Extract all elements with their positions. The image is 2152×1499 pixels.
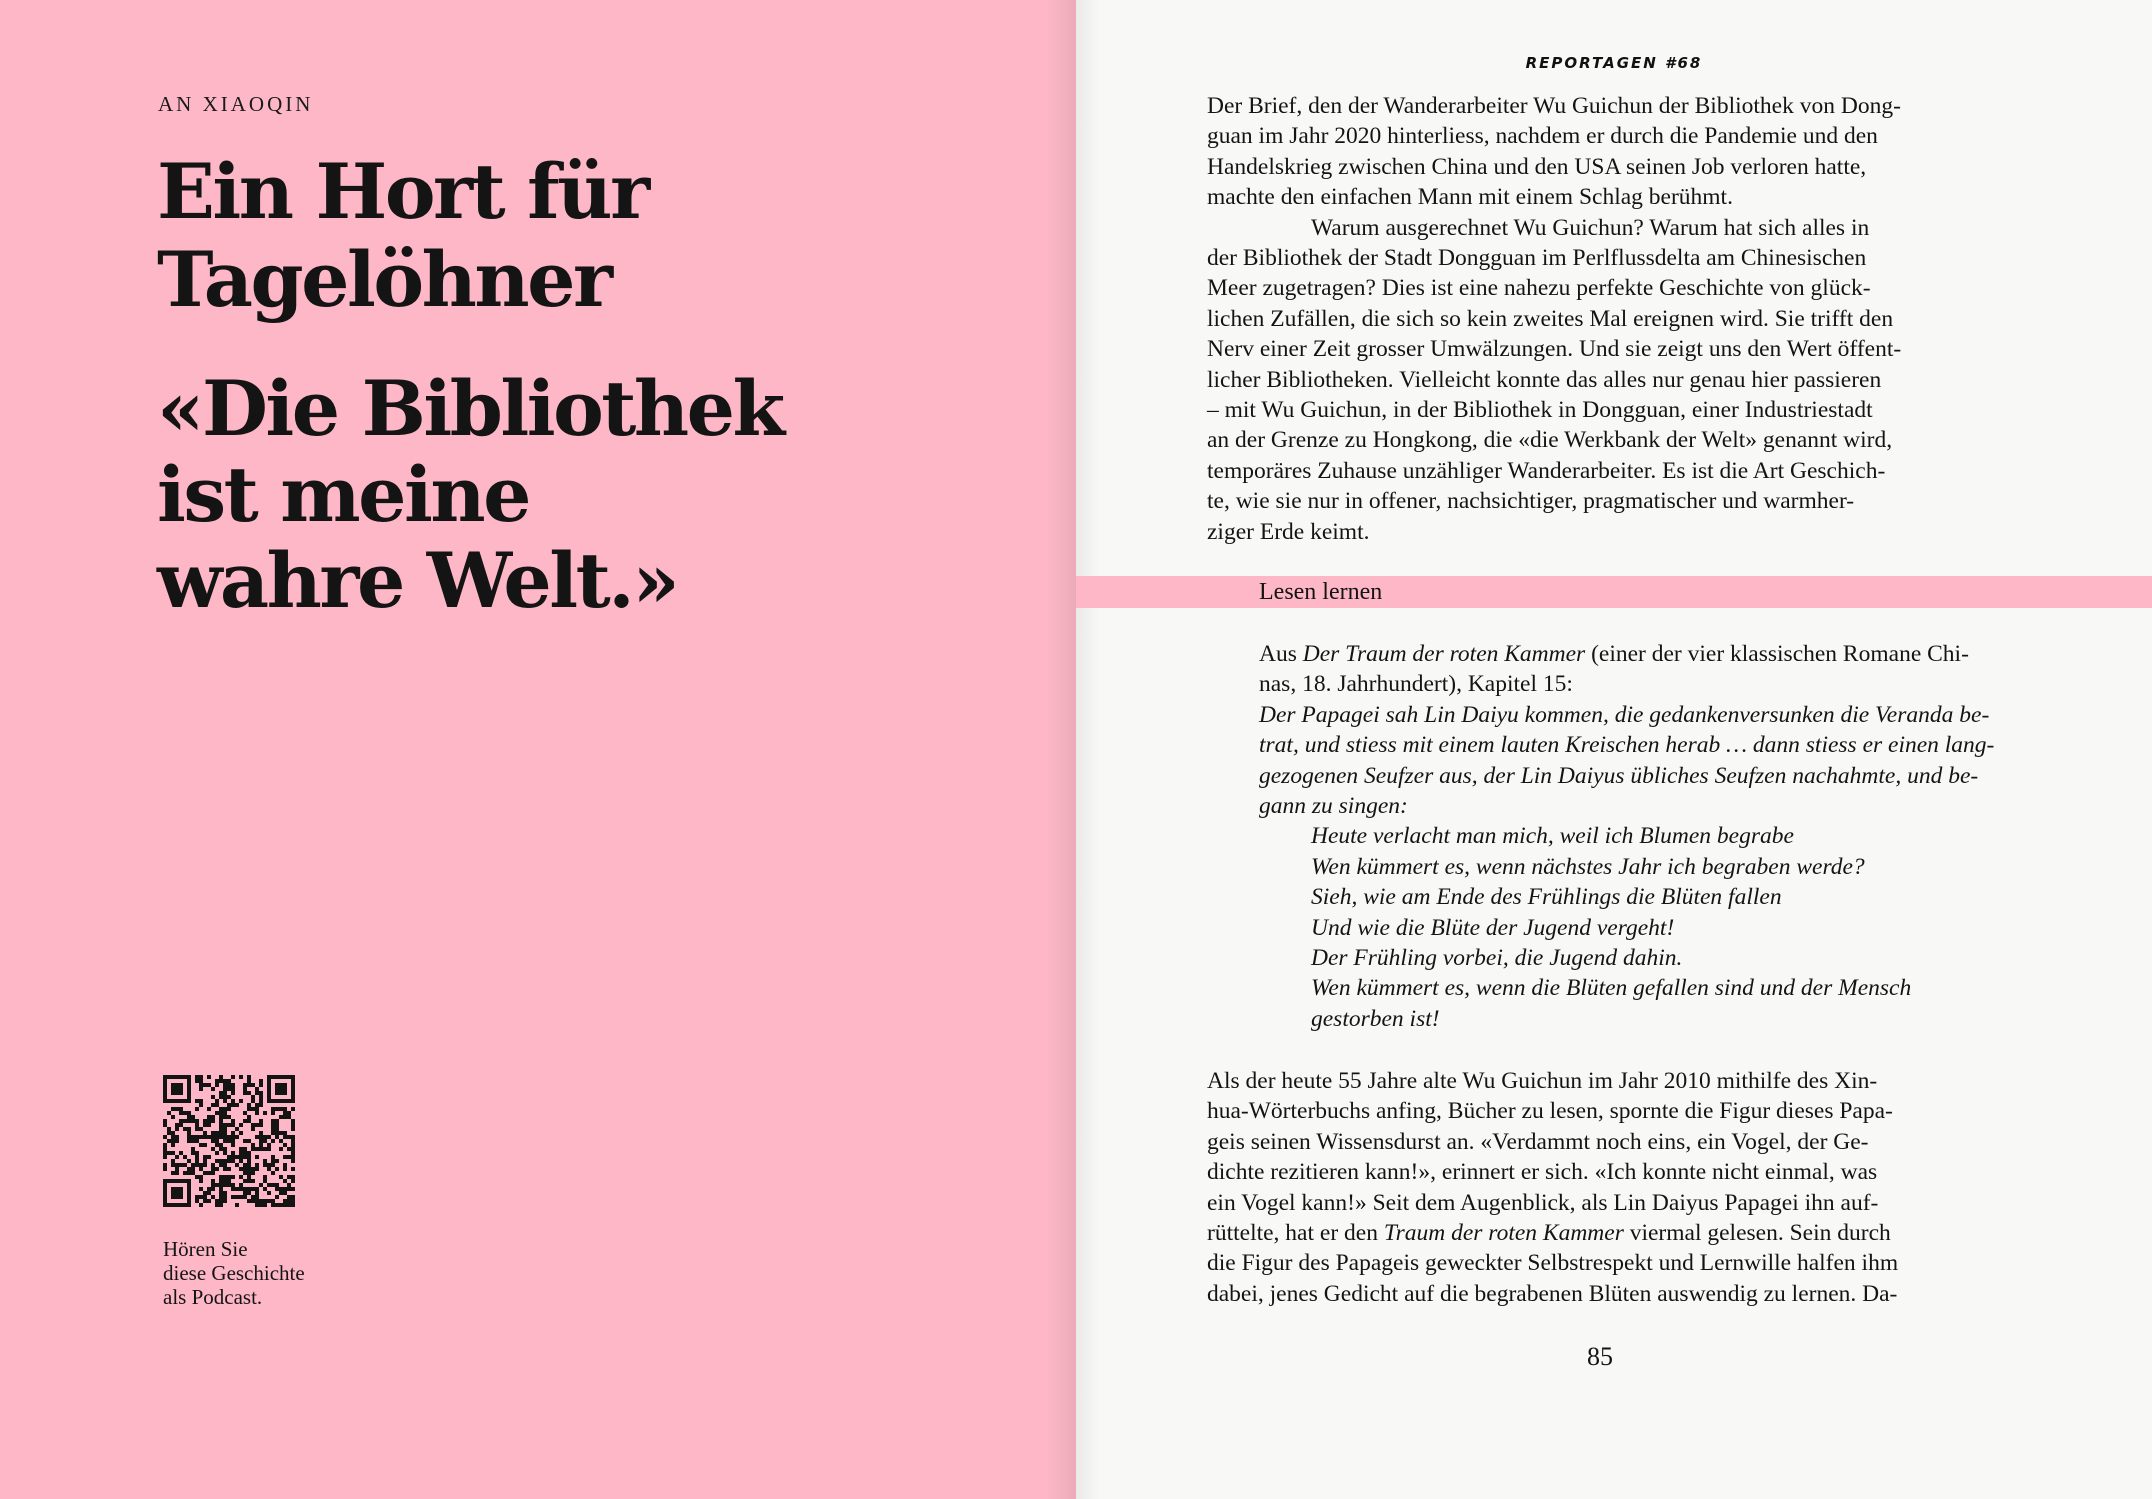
text-line: der Bibliothek der Stadt Dongguan im Perlflussdelta am Chinesischen — [1207, 245, 1867, 272]
text-line: licher Bibliotheken. Vielleicht konnte das alles nur genau hier passieren — [1207, 366, 1882, 393]
page-number: 85 — [1587, 1342, 1613, 1371]
text-line: Nerv einer Zeit grosser Umwälzungen. Und sie zeigt uns den Wert öffent- — [1207, 336, 1902, 363]
subtitle-line: wahre Welt.» — [157, 536, 678, 625]
text-span: (einer der vier klassischen Romane Chi- — [1585, 641, 1969, 667]
text-line: Handelskrieg zwischen China und den USA seinen Job verloren hatte, — [1207, 153, 1867, 180]
text-line: guan im Jahr 2020 hinterliess, nachdem er durch die Pandemie und den — [1207, 123, 1878, 150]
page-gutter-shadow — [1076, 0, 1100, 1499]
text-line: die Figur des Papageis geweckter Selbstrespekt und Lernwille halfen ihm — [1207, 1250, 1899, 1277]
section-heading: Lesen lernen — [1259, 579, 1383, 605]
text-line: Als der heute 55 Jahre alte Wu Guichun im Jahr 2010 mithilfe des Xin- — [1207, 1068, 1878, 1094]
text-line: ein Vogel kann!» Seit dem Augenblick, als Lin Daiyus Papagei ihn auf- — [1207, 1189, 1879, 1216]
text-line: Der Brief, den der Wanderarbeiter Wu Guichun der Bibliothek von Dong- — [1207, 93, 1901, 119]
quote-line: gann zu singen: — [1259, 793, 1408, 820]
title-line: Tagelöhner — [157, 235, 611, 324]
text-line: Warum ausgerechnet Wu Guichun? Warum hat sich alles in — [1311, 214, 1870, 241]
podcast-line: als Podcast. — [163, 1285, 263, 1309]
text-line — [1207, 1218, 2022, 1248]
text-line: an der Grenze zu Hongkong, die «die Werkbank der Welt» genannt wird, — [1207, 427, 1893, 454]
text-line: Meer zugetragen? Dies ist eine nahezu perfekte Geschichte von glück- — [1207, 275, 1871, 302]
text-line: te, wie sie nur in offener, nachsichtiger, pragmatischer und warmher- — [1207, 488, 1855, 515]
qr-code-icon[interactable] — [163, 1075, 295, 1207]
podcast-line: diese Geschichte — [163, 1261, 305, 1285]
text-line: dichte rezitieren kann!», erinnert er sich. «Ich konnte nicht einmal, was — [1207, 1159, 1878, 1186]
running-head: REPORTAGEN #68 — [1525, 54, 1703, 72]
text-line: dabei, jenes Gedicht auf die begrabenen Blüten auswendig zu lernen. Da- — [1207, 1280, 1898, 1307]
subtitle-line: «Die Bibliothek — [157, 364, 783, 453]
podcast-line: Hören Sie — [163, 1237, 248, 1261]
author-name: AN XIAOQIN — [158, 92, 314, 116]
intro-paragraph — [1207, 91, 2022, 547]
text-line: temporäres Zuhause unzähliger Wanderarbeiter. Es ist die Art Geschich- — [1207, 457, 1886, 484]
subtitle-line: ist meine — [157, 450, 529, 539]
quote-line: gezogenen Seufzer aus, der Lin Daiyus übliches Seufzen nachahmte, und be- — [1259, 762, 1979, 789]
text-span: rüttelte, hat er den — [1207, 1220, 1384, 1247]
poem-line: gestorben ist! — [1311, 1005, 1440, 1032]
poem-line: Und wie die Blüte der Jugend vergeht! — [1311, 914, 1675, 941]
quote-intro-line — [1259, 639, 2019, 669]
text-line: – mit Wu Guichun, in der Bibliothek in Dongguan, einer Industriestadt — [1207, 397, 1873, 424]
article-subtitle-quote — [157, 366, 957, 624]
text-line: machte den einfachen Mann mit einem Schlag berühmt. — [1207, 184, 1733, 211]
text-line: lichen Zufällen, die sich so kein zweites Mal ereignen wird. Sie trifft den — [1207, 305, 1894, 332]
text-span: Aus — [1259, 641, 1303, 667]
poem-line: Heute verlacht man mich, weil ich Blumen begrabe — [1311, 823, 1794, 850]
book-title: Traum der roten Kammer — [1383, 1220, 1624, 1247]
quote-line: trat, und stiess mit einem lauten Kreischen herab … dann stiess er einen lang- — [1259, 732, 1995, 759]
section-heading-band — [1076, 576, 2152, 608]
quote-line: Der Papagei sah Lin Daiyu kommen, die gedankenversunken die Veranda be- — [1259, 701, 1990, 728]
page-gutter-shadow — [1046, 0, 1076, 1499]
poem-line: Der Frühling vorbei, die Jugend dahin. — [1311, 945, 1683, 972]
body-paragraph — [1207, 1066, 2022, 1309]
text-span: viermal gelesen. Sein durch — [1623, 1220, 1891, 1247]
book-title: Der Traum der roten Kammer — [1302, 641, 1586, 667]
quote-intro-line: nas, 18. Jahrhundert), Kapitel 15: — [1259, 671, 1573, 698]
article-title — [157, 148, 957, 324]
right-page — [1076, 0, 2152, 1499]
podcast-note — [163, 1237, 305, 1309]
poem-line: Sieh, wie am Ende des Frühlings die Blüten fallen — [1311, 884, 1782, 911]
poem-line: Wen kümmert es, wenn die Blüten gefallen sind und der Mensch — [1311, 975, 1912, 1002]
text-line: hua-Wörterbuchs anfing, Bücher zu lesen, spornte die Figur dieses Papa- — [1207, 1098, 1893, 1125]
quote-block — [1259, 639, 2019, 1034]
title-line: Ein Hort für — [157, 147, 648, 236]
text-line: geis seinen Wissensdurst an. «Verdammt noch eins, ein Vogel, der Ge- — [1207, 1128, 1869, 1155]
poem-line: Wen kümmert es, wenn nächstes Jahr ich begraben werde? — [1311, 853, 1865, 880]
text-line: ziger Erde keimt. — [1207, 518, 1370, 545]
